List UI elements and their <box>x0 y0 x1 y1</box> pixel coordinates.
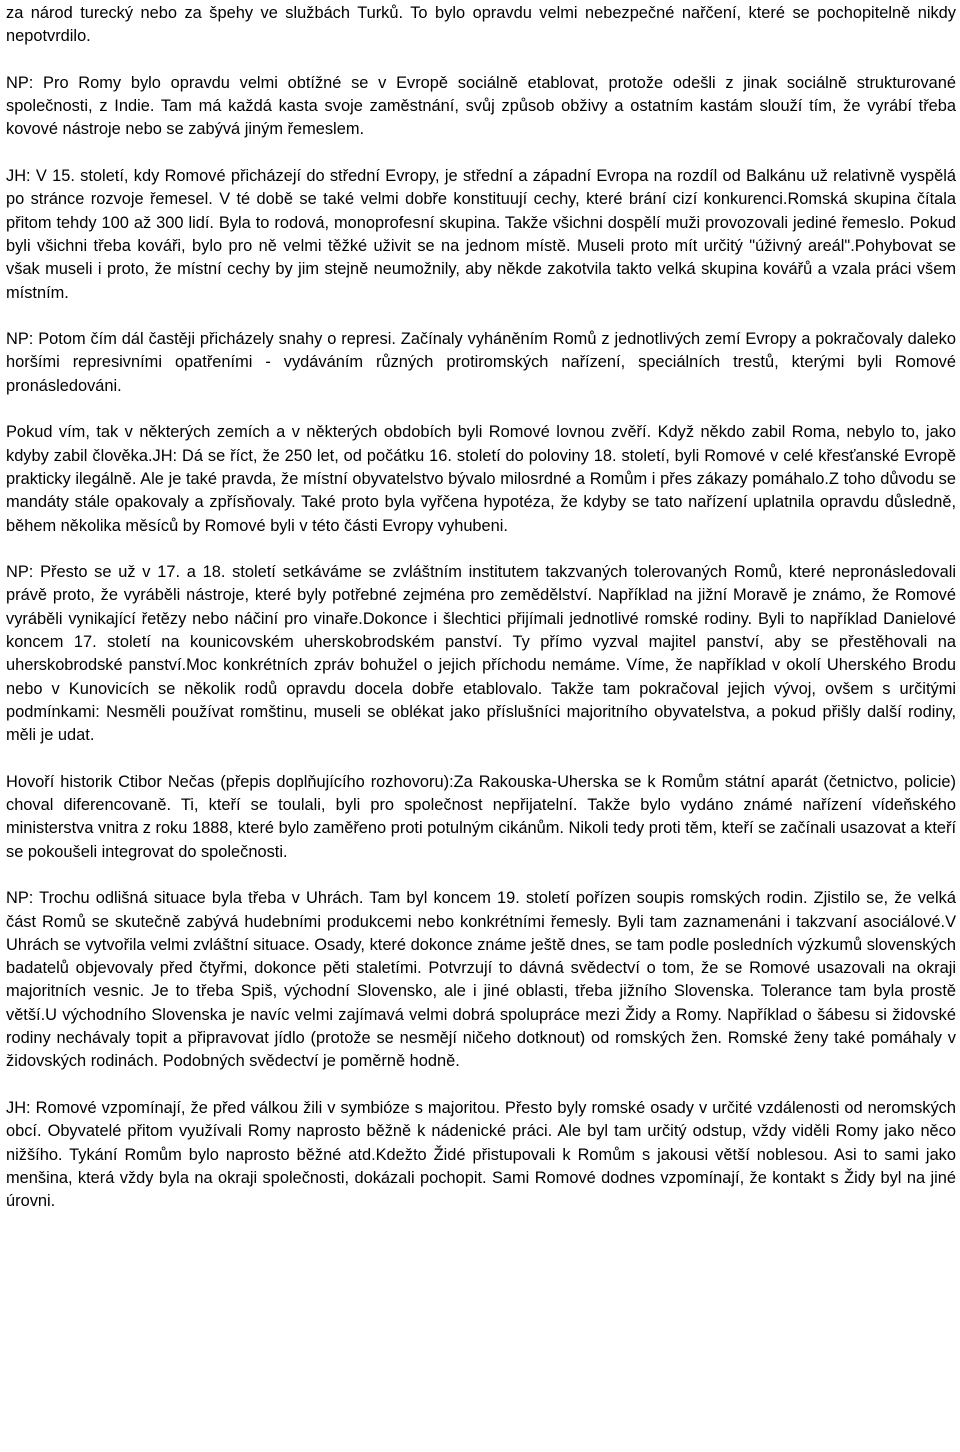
paragraph-5: Pokud vím, tak v některých zemích a v některých obdobích byli Romové lovnou zvěří. Když někdo zabil Roma, nebylo to, jako kdyby zabil člověka.JH: Dá se říct, že 250 let, od počátku 16. století do poloviny 18. století, byli Romové v celé křesťanské Evropě prakticky ilegálně. Ale je také pravda, že místní obyvatelstvo bývalo milosrdné a Romům i přes zákazy pomáhalo.Z toho důvodu se mandáty stále opakovaly a zpřísňovaly. Také proto byla vyřčena hypotéza, že kdyby se tato nařízení uplatnila opravdu důsledně, během několika měsíců by Romové byli v této části Evropy vyhubeni. <box>6 423 956 535</box>
document-page <box>6 2 956 1213</box>
paragraph-3: JH: V 15. století, kdy Romové přicházejí do střední Evropy, je střední a západní Evropa na rozdíl od Balkánu už relativně vyspělá po stránce rozvoje řemesel. V té době se také velmi dobře konstituují cechy, které brání cizí konkurenci.Romská skupina čítala přitom tehdy 100 až 300 lidí. Byla to rodová, monoprofesní skupina. Takže všichni dospělí muži provozovali jediné řemeslo. Pokud byli všichni třeba kováři, bylo pro ně velmi těžké uživit se na jednom místě. Museli proto mít určitý "úživný areál".Pohybovat se však museli i proto, že místní cechy by jim stejně neumožnily, aby někde zakotvila takto velká skupina kovářů a vzala práci všem místním. <box>6 167 956 302</box>
paragraph-9: JH: Romové vzpomínají, že před válkou žili v symbióze s majoritou. Přesto byly romské osady v určité vzdálenosti od neromských obcí. Obyvatelé přitom využívali Romy naprosto běžně k nádenické práci. Ale byl tam určitý odstup, vždy viděli Romy jako něco nižšího. Tykání Romům bylo naprosto běžné atd.Kdežto Židé přistupovali k Romům s jakousi větší noblesou. Asi to sami jako menšina, která vždy byla na okraji společnosti, dokázali pochopit. Sami Romové dodnes vzpomínají, že kontakt s Židy byl na jiné úrovni. <box>6 1098 956 1211</box>
paragraph-4: NP: Potom čím dál častěji přicházely snahy o represi. Začínaly vyháněním Romů z jednotlivých zemí Evropy a pokračovaly daleko horšími represivními opatřeními - vydáváním různých protiromských nařízení, speciálních trestů, kterými byli Romové pronásledováni. <box>6 330 956 395</box>
paragraph-2: NP: Pro Romy bylo opravdu velmi obtížné se v Evropě sociálně etablovat, protože odešli z jinak sociálně strukturované společnosti, z Indie. Tam má každá kasta svoje zaměstnání, svůj způsob obživy a ostatním kastám slouží tím, že vyrábí třeba kovové nástroje nebo se zabývá jiným řemeslem. <box>6 73 956 139</box>
paragraph-6: NP: Přesto se už v 17. a 18. století setkáváme se zvláštním institutem takzvaných tolerovaných Romů, které nepronásledovali právě proto, že vyráběli nástroje, které byly potřebné zejména pro zemědělství. Například na jižní Moravě je známo, že Romové vyráběli vynikající řetězy nebo náčiní pro vinaře.Dokonce i šlechtici přijímali jednotlivé romské rodiny. Byli to například Danielové koncem 17. století na kounicovském uherskobrodském panství. Ty přímo vyzval majitel panství, aby se přestěhovali na uherskobrodské panství.Moc konkrétních zpráv bohužel o jejich příchodu nemáme. Víme, že například v okolí Uherského Brodu nebo v Kunovicích se několik rodů opravdu docela dobře etablovalo. Takže tam pokračoval jejich vývoj, ovšem s určitými podmínkami: Nesměli používat romštinu, museli se oblékat jako příslušníci majoritního obyvatelstva, a pokud přišly další rodiny, měli je udat. <box>6 563 956 745</box>
paragraph-8: NP: Trochu odlišná situace byla třeba v Uhrách. Tam byl koncem 19. století pořízen soupis romských rodin. Zjistilo se, že velká část Romů se skutečně zabývá hudebními produkcemi nebo konkrétními řemesly. Byli tam zaznamenáni i takzvaní asociálové.V Uhrách se vytvořila velmi zvláštní situace. Osady, které dokonce známe ještě dnes, se tam podle posledních výzkumů slovenských badatelů objevovaly před čtyřmi, dokonce pěti staletími. Potvrzují to dávná svědectví o tom, že se Romové usazovali na okraji majoritních vesnic. Je to třeba Spiš, východní Slovensko, ale i jiné oblasti, třeba jižního Slovenska. Tolerance tam byla prostě větší.U východního Slovenska je navíc velmi zajímavá velmi dobrá spolupráce mezi Židy a Romy. Například o šábesu si židovské rodiny nechávaly topit a připravovat jídlo (protože se nesmějí ničeho dotknout) od romských žen. Romské ženy také pomáhaly v židovských rodinách. Podobných svědectví je poměrně hodně. <box>6 889 956 1071</box>
paragraph-7: Hovoří historik Ctibor Nečas (přepis doplňujícího rozhovoru):Za Rakouska-Uherska se k Romům státní aparát (četnictvo, policie) choval diferencovaně. Ti, kteří se toulali, byli pro společnost nepřijatelní. Takže bylo vydáno známé nařízení vídeňského ministerstva vnitra z roku 1888, které bylo zaměřeno proti potulným cikánům. Nikoli tedy proti těm, kteří se začínali usazovat a kteří se pokoušeli integrovat do společnosti. <box>6 772 956 861</box>
paragraph-1: za národ turecký nebo za špehy ve službách Turků. To bylo opravdu velmi nebezpečné nařčení, které se pochopitelně nikdy nepotvrdilo. <box>6 4 956 46</box>
